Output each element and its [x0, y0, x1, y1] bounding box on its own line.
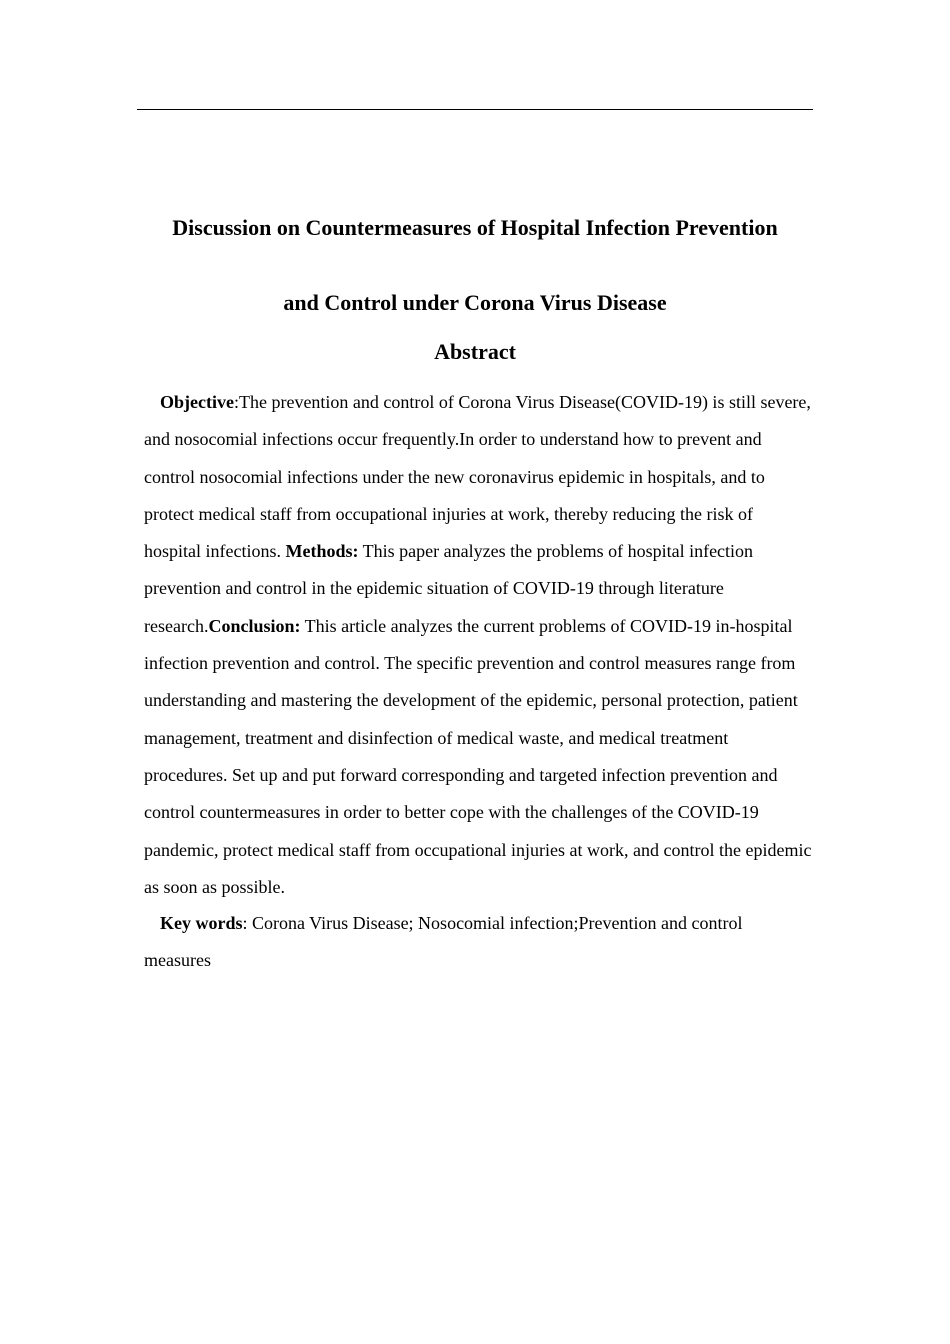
abstract-heading: Abstract	[434, 339, 516, 364]
paper-title-line-1: Discussion on Countermeasures of Hospital Infection Prevention	[172, 215, 778, 240]
abstract-body	[144, 384, 812, 906]
header-rule	[137, 109, 813, 110]
conclusion-text: This article analyzes the current problems of COVID-19 in-hospital infection prevention and control. The specific prevention and control measures range from understanding and mastering the development of the epidemic, personal protection, patient management, treatment and disinfection of medical waste, and medical treatment procedures. Set up and put forward corresponding and targeted infection prevention and control countermeasures in order to better cope with the challenges of the COVID-19 pandemic, protect medical staff from occupational injuries at work, and control the epidemic as soon as possible.	[144, 615, 812, 897]
objective-text: :The prevention and control of Corona Virus Disease(COVID-19) is still severe, and nosocomial infections occur frequently.In order to understand how to prevent and control nosocomial infections under the new coronavirus epidemic in hospitals, and to protect medical staff from occupational injuries at work, thereby reducing the risk of hospital infections.	[144, 392, 811, 562]
objective-label: Objective	[160, 392, 234, 412]
keywords-text: : Corona Virus Disease; Nosocomial infection;Prevention and control measures	[144, 913, 743, 971]
paper-title-line-2: and Control under Corona Virus Disease	[283, 290, 667, 315]
conclusion-label: Conclusion:	[208, 615, 301, 636]
paper-title	[130, 190, 820, 340]
keywords-label: Key words	[160, 913, 243, 933]
keywords	[144, 905, 812, 980]
methods-text: This paper analyzes the problems of hospital infection prevention and control in the epidemic situation of COVID-19 through literature research.	[144, 541, 754, 636]
methods-label: Methods:	[285, 541, 359, 562]
